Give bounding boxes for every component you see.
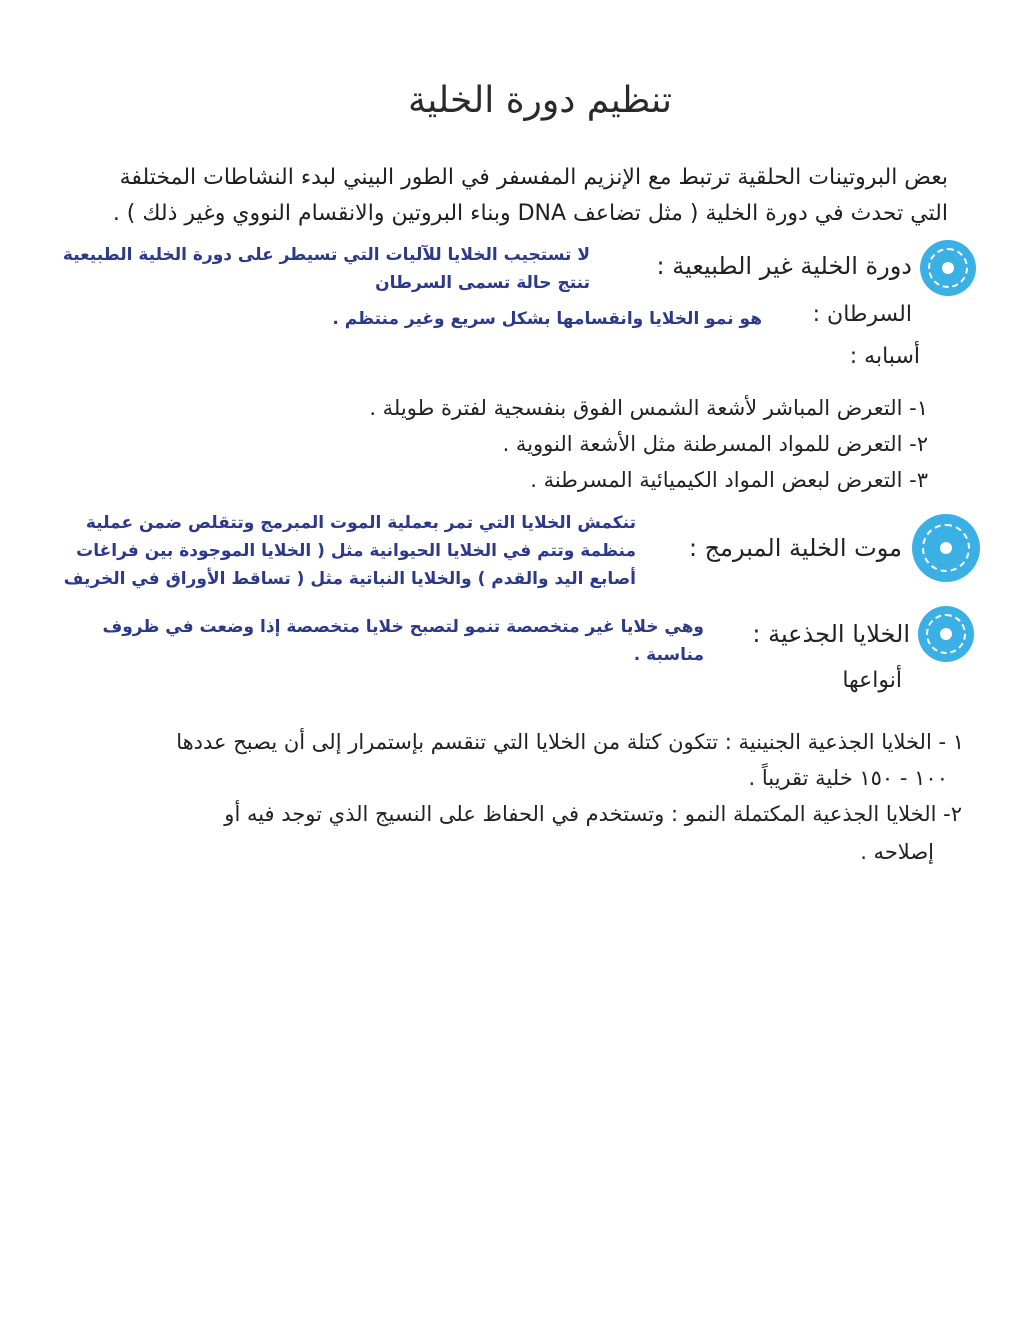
causes-label: أسبابه : xyxy=(849,344,920,369)
cause-item-2: ٢- التعرض للمواد المسرطنة مثل الأشعة النووية . xyxy=(502,432,928,456)
type1-line2: ١٠٠ - ١٥٠ خلية تقريباً . xyxy=(748,766,948,790)
section1-note-line1: لا تستجيب الخلايا للآليات التي تسيطر على دورة الخلية الطبيعية xyxy=(62,245,590,265)
section2-note-line2: منظمة وتتم في الخلايا الحيوانية مثل ( الخلايا الموجودة بين فراغات xyxy=(76,541,636,561)
section2-note-line3: أصابع اليد والقدم ) والخلايا النباتية مثل ( تساقط الأوراق في الخريف xyxy=(63,569,636,589)
cause-item-1: ١- التعرض المباشر لأشعة الشمس الفوق بنفسجية لفترة طويلة . xyxy=(369,396,928,420)
type2-line1: ٢- الخلايا الجذعية المكتملة النمو : وتستخدم في الحفاظ على النسيج الذي توجد فيه أو xyxy=(224,802,962,826)
types-label: أنواعها xyxy=(842,668,902,693)
cancer-definition: هو نمو الخلايا وانقسامها بشكل سريع وغير منتظم . xyxy=(332,309,762,329)
section1-heading: دورة الخلية غير الطبيعية : xyxy=(656,252,912,280)
cancer-label: السرطان : xyxy=(812,302,912,327)
section3-note-line2: مناسبة . xyxy=(633,645,704,665)
section2-heading: موت الخلية المبرمج : xyxy=(688,534,902,562)
intro-line-1: بعض البروتينات الحلقية ترتبط مع الإنزيم المفسفر في الطور البيني لبدء النشاطات المختلفة xyxy=(119,165,948,190)
cause-item-3: ٣- التعرض لبعض المواد الكيميائية المسرطنة . xyxy=(530,468,928,492)
intro-line-2: التي تحدث في دورة الخلية ( مثل تضاعف DNA وبناء البروتين والانقسام النووي وغير ذلك ) . xyxy=(112,201,948,226)
bullet-icon xyxy=(912,514,980,582)
section1-note-line2: تنتج حالة تسمى السرطان xyxy=(375,273,590,293)
type1-line1: ١ - الخلايا الجذعية الجنينية : تتكون كتلة من الخلايا التي تنقسم بإستمرار إلى أن يصبح عددها xyxy=(176,730,964,754)
bullet-icon xyxy=(920,240,976,296)
type2-line2: إصلاحه . xyxy=(860,840,934,864)
page-title: تنظيم دورة الخلية xyxy=(407,80,673,121)
section2-note-line1: تنكمش الخلايا التي تمر بعملية الموت المبرمج وتتقلص ضمن عملية xyxy=(85,513,636,533)
section3-note-line1: وهي خلايا غير متخصصة تنمو لتصبح خلايا متخصصة إذا وضعت في ظروف xyxy=(102,617,704,637)
bullet-icon xyxy=(918,606,974,662)
section3-heading: الخلايا الجذعية : xyxy=(752,620,910,648)
